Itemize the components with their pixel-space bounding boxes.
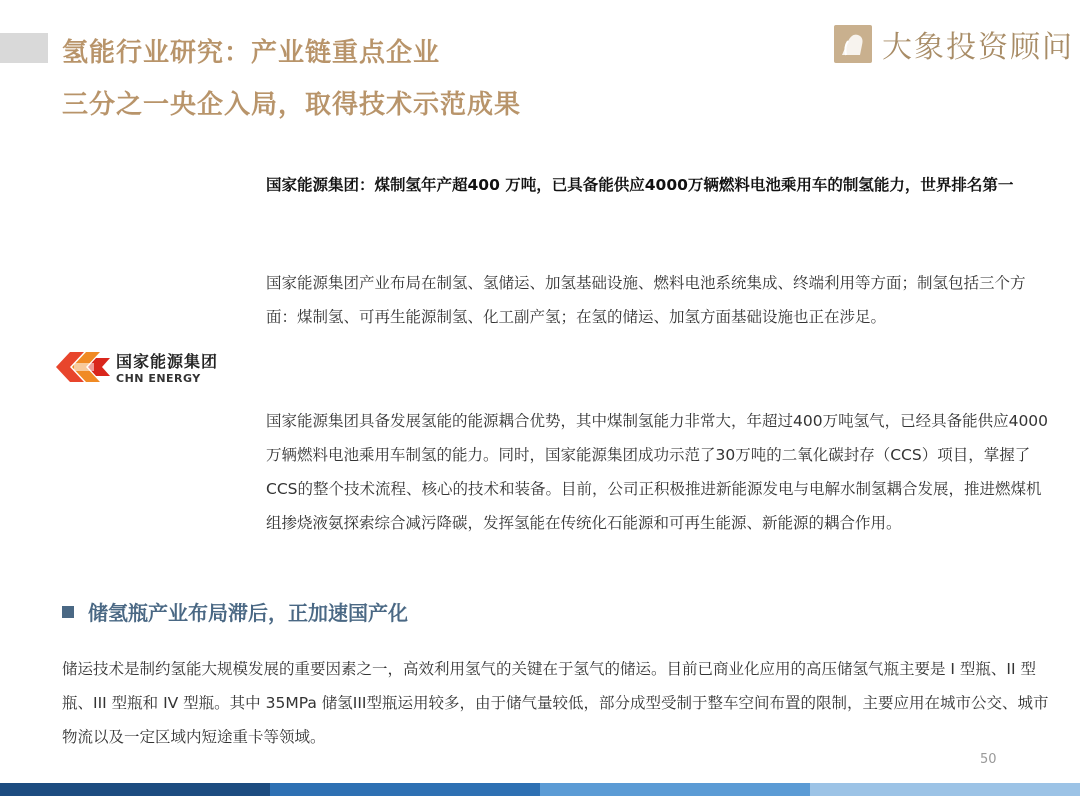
chn-energy-mark-icon xyxy=(56,346,110,388)
brand-name: 大象投资顾问 xyxy=(882,30,1074,65)
footer-bar-segment xyxy=(810,783,1080,796)
section-title: 储氢瓶产业布局滞后，正加速国产化 xyxy=(88,601,408,625)
page-number: 50 xyxy=(980,752,997,767)
footer-color-bar xyxy=(0,783,1080,796)
chn-energy-logo xyxy=(56,346,218,388)
square-bullet-icon xyxy=(62,606,74,618)
company-name-cn: 国家能源集团 xyxy=(116,352,219,371)
footer-bar-segment xyxy=(540,783,810,796)
footer-bar-segment xyxy=(0,783,270,796)
elephant-logo-icon xyxy=(834,25,872,63)
company-name-en: CHN ENERGY xyxy=(116,372,201,385)
headline: 国家能源集团：煤制氢年产超400 万吨，已具备能供应4000万辆燃料电池乘用车的制氢能力，世界排名第一 xyxy=(266,176,1014,194)
section-heading xyxy=(62,597,408,626)
title-accent-bar xyxy=(0,33,48,63)
page-subtitle: 三分之一央企入局，取得技术示范成果 xyxy=(62,90,522,120)
brand-logo xyxy=(834,22,1074,66)
page-title: 氢能行业研究：产业链重点企业 xyxy=(62,38,441,68)
paragraph-energy-coupling: 国家能源集团具备发展氢能的能源耦合优势，其中煤制氢能力非常大，年超过400万吨氢气，已经具备能供应4000万辆燃料电池乘用车制氢的能力。同时，国家能源集团成功示范了30万吨的二氧化碳封存（CCS）项目，掌握了CCS的整个技术流程、核心的技术和装备。目前，公司正积极推进新能源发电与电解水制氢耦合发展，推进燃煤机组掺烧液氨探索综合减污降碳，发挥氢能在传统化石能源和可再生能源、新能源的耦合作用。 xyxy=(266,412,1049,532)
paragraph-industry-layout: 国家能源集团产业布局在制氢、氢储运、加氢基础设施、燃料电池系统集成、终端利用等方面；制氢包括三个方面：煤制氢、可再生能源制氢、化工副产氢；在氢的储运、加氢方面基础设施也正在涉足。 xyxy=(266,274,1026,326)
footer-bar-segment xyxy=(270,783,540,796)
paragraph-hydrogen-storage: 储运技术是制约氢能大规模发展的重要因素之一，高效利用氢气的关键在于氢气的储运。目前已商业化应用的高压储氢气瓶主要是 I 型瓶、II 型瓶、III 型瓶和 IV 型瓶。其中 35MPa 储氢III型瓶运用较多，由于储气量较低，部分成型受制于整车空间布置的限制，主要应用在城市公交、城市物流以及一定区域内短途重卡等领域。 xyxy=(62,660,1049,746)
